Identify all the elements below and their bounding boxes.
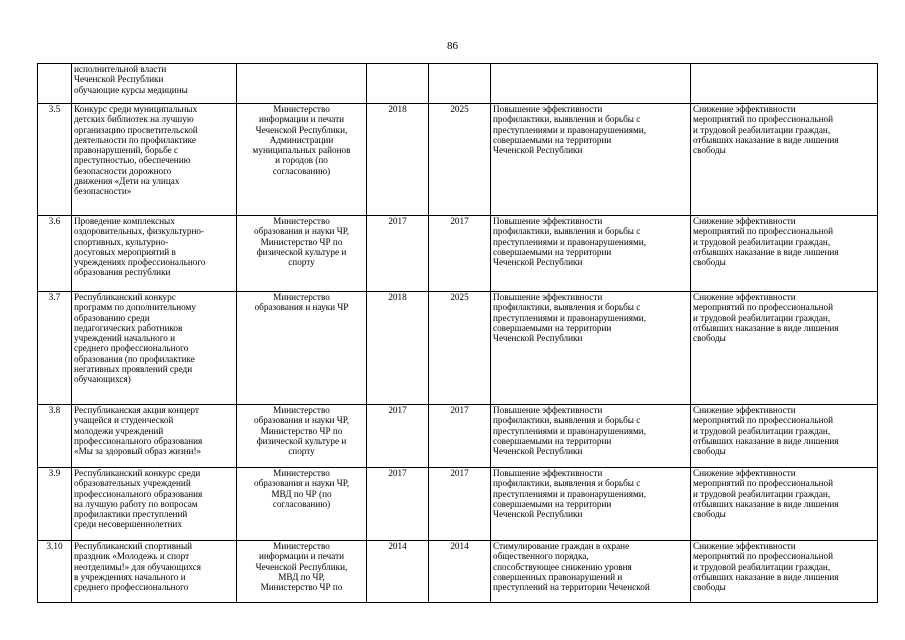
row-number-cell [38, 216, 72, 292]
year-start: 2017 [388, 216, 407, 226]
indicator-cell [691, 216, 878, 292]
indicator-cell [691, 468, 878, 541]
executor-text: Министерство информации и печати Чеченской Республики, МВД по ЧР, Министерство ЧР по [255, 541, 348, 593]
executor-cell [237, 292, 367, 405]
year-end-cell [429, 64, 491, 104]
result-cell [491, 216, 691, 292]
measure-title: Республиканский конкурс среди образовательных учреждений профессионального образования на лучшую работу по вопросам профилактики преступлений среди несовершеннолетних [74, 468, 203, 530]
year-end: 2017 [450, 216, 469, 226]
expected-result: Повышение эффективности профилактики, выявления и борьбы с преступлениями и правонарушениями, совершаемыми на территории Чеченской Республики [493, 405, 647, 457]
result-cell [491, 292, 691, 405]
year-start-cell [367, 468, 429, 541]
indicator-cell [691, 541, 878, 603]
table-row [38, 541, 878, 603]
year-end-cell [429, 216, 491, 292]
executor-text: Министерство информации и печати Чеченской Республики, Администрации муниципальных районов и городов (по согласованию) [252, 104, 351, 176]
executor-cell [237, 405, 367, 468]
measure-title: Республиканский спортивный праздник «Молодежь и спорт неотделимы!» для обучающихся в учреждениях начального и среднего профессионального [74, 541, 202, 593]
table-row [38, 292, 878, 405]
row-number-cell [38, 104, 72, 216]
year-start-cell [367, 104, 429, 216]
year-end: 2014 [450, 541, 469, 551]
row-number-cell [38, 541, 72, 603]
measure-title: Республиканский конкурс программ по дополнительному образованию среди педагогических работников учреждений начального и среднего профессионального образования (по профилактике негативных проявлений среди обучающихся) [74, 292, 196, 385]
year-start: 2014 [388, 541, 407, 551]
table-row-continuation [38, 64, 878, 104]
result-cell [491, 541, 691, 603]
year-start: 2018 [388, 104, 407, 114]
year-end-cell [429, 405, 491, 468]
measure-title: исполнительной власти Чеченской Республики обучающие курсы медицины [74, 64, 188, 95]
executor-text: Министерство образования и науки ЧР, МВД по ЧР (по согласованию) [254, 468, 349, 509]
row-number: 3.6 [48, 216, 61, 226]
measure-title-cell [72, 541, 237, 603]
measures-table [37, 63, 878, 603]
year-end: 2025 [450, 104, 469, 114]
year-start-cell [367, 541, 429, 603]
indicator-cell [691, 292, 878, 405]
executor-cell [237, 104, 367, 216]
measure-title-cell [72, 64, 237, 104]
table-row [38, 216, 878, 292]
measure-title-cell [72, 292, 237, 405]
year-start-cell [367, 405, 429, 468]
executor-cell [237, 468, 367, 541]
table-row [38, 405, 878, 468]
indicator-text: Снижение эффективности мероприятий по профессиональной и трудовой реабилитации граждан, отбывших наказание в виде лишения свободы [693, 216, 839, 268]
indicator-cell [691, 104, 878, 216]
measure-title-cell [72, 104, 237, 216]
year-start-cell [367, 292, 429, 405]
year-end: 2025 [450, 292, 469, 302]
row-number: 3.9 [48, 468, 61, 478]
indicator-text: Снижение эффективности мероприятий по профессиональной и трудовой реабилитации граждан, отбывших наказание в виде лишения свободы [693, 405, 839, 457]
row-number: 3.7 [48, 292, 61, 302]
row-number-cell [38, 292, 72, 405]
year-end-cell [429, 292, 491, 405]
row-number: 3.10 [46, 541, 63, 551]
indicator-cell [691, 64, 878, 104]
year-end-cell [429, 468, 491, 541]
year-end-cell [429, 541, 491, 603]
year-start-cell [367, 64, 429, 104]
measure-title-cell [72, 216, 237, 292]
expected-result: Повышение эффективности профилактики, выявления и борьбы с преступлениями и правонарушениями, совершаемыми на территории Чеченской Республики [493, 216, 647, 268]
executor-cell [237, 541, 367, 603]
table-row [38, 468, 878, 541]
measure-title: Конкурс среди муниципальных детских библиотек на лучшую организацию просветительской деятельности по профилактике правонарушений, борьбе с преступностью, обеспечению безопасности дорожного движения «Дети на улицах безопасности» [74, 104, 198, 197]
result-cell [491, 64, 691, 104]
expected-result: Повышение эффективности профилактики, выявления и борьбы с преступлениями и правонарушениями, совершаемыми на территории Чеченской Республики [493, 468, 647, 520]
executor-cell [237, 64, 367, 104]
indicator-text: Снижение эффективности мероприятий по профессиональной и трудовой реабилитации граждан, отбывших наказание в виде лишения свободы [693, 292, 839, 344]
page-number: 86 [447, 40, 458, 52]
expected-result: Стимулирование граждан в охране общественного порядка, способствующее снижению уровня совершенных правонарушений и преступлений на территории Чеченской [493, 541, 650, 593]
executor-cell [237, 216, 367, 292]
result-cell [491, 468, 691, 541]
indicator-text: Снижение эффективности мероприятий по профессиональной и трудовой реабилитации граждан, отбывших наказание в виде лишения свободы [693, 541, 839, 593]
row-number-cell [38, 468, 72, 541]
year-end: 2017 [450, 405, 469, 415]
expected-result: Повышение эффективности профилактики, выявления и борьбы с преступлениями и правонарушениями, совершаемыми на территории Чеченской Республики [493, 292, 647, 344]
executor-text: Министерство образования и науки ЧР [254, 292, 349, 313]
year-start: 2017 [388, 405, 407, 415]
indicator-cell [691, 405, 878, 468]
executor-text: Министерство образования и науки ЧР, Министерство ЧР по физической культуре и спорту [254, 405, 349, 457]
year-start: 2018 [388, 292, 407, 302]
result-cell [491, 405, 691, 468]
row-number: 3.5 [48, 104, 61, 114]
measure-title-cell [72, 468, 237, 541]
executor-text: Министерство образования и науки ЧР, Министерство ЧР по физической культуре и спорту [254, 216, 349, 268]
indicator-text: Снижение эффективности мероприятий по профессиональной и трудовой реабилитации граждан, отбывших наказание в виде лишения свободы [693, 468, 839, 520]
expected-result: Повышение эффективности профилактики, выявления и борьбы с преступлениями и правонарушениями, совершаемыми на территории Чеченской Республики [493, 104, 647, 156]
measure-title: Республиканская акция концерт учащейся и студенческой молодежи учреждений профессионального образования «Мы за здоровый образ жизни!» [74, 405, 203, 457]
year-end: 2017 [450, 468, 469, 478]
result-cell [491, 104, 691, 216]
year-end-cell [429, 104, 491, 216]
year-start: 2017 [388, 468, 407, 478]
table-row [38, 104, 878, 216]
indicator-text: Снижение эффективности мероприятий по профессиональной и трудовой реабилитации граждан, отбывших наказание в виде лишения свободы [693, 104, 839, 156]
year-start-cell [367, 216, 429, 292]
row-number: 3.8 [48, 405, 61, 415]
measure-title: Проведение комплексных оздоровительных, физкультурно- спортивных, культурно- досуговых мероприятий в учреждениях профессионального образования республики [74, 216, 206, 278]
row-number-cell [38, 405, 72, 468]
measure-title-cell [72, 405, 237, 468]
row-number-cell [38, 64, 72, 104]
